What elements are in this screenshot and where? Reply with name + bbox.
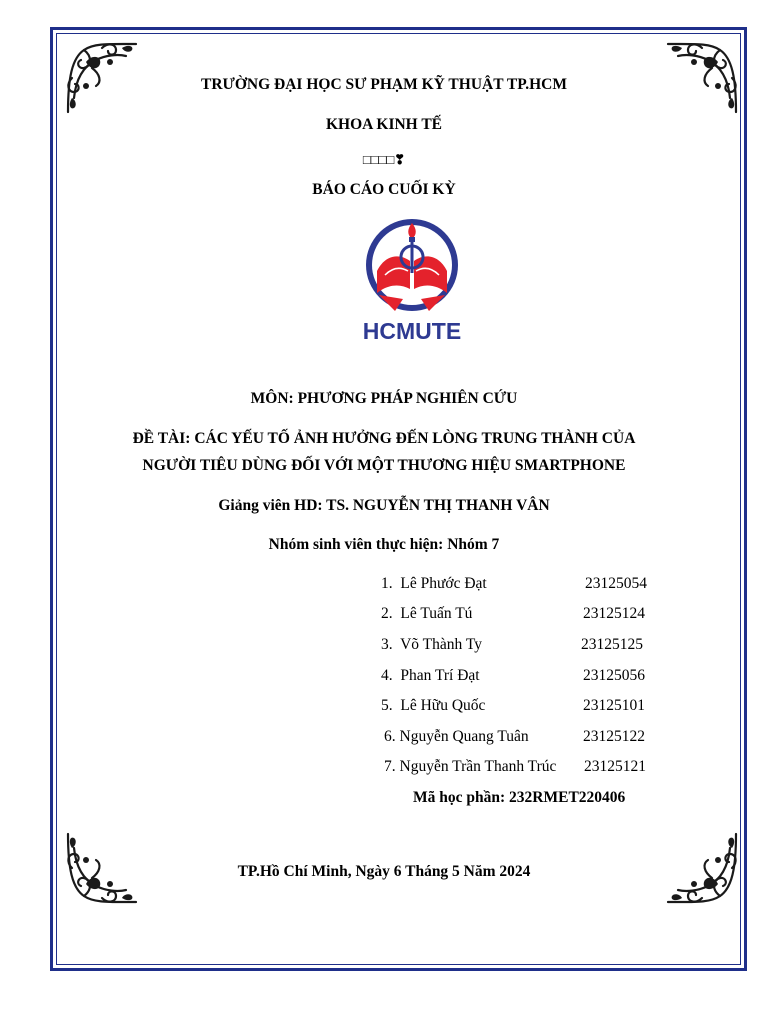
member-name: 4. Phan Trí Đạt	[381, 667, 480, 684]
member-id: 23125101	[583, 697, 645, 714]
lecturer: Giảng viên HD: TS. NGUYỄN THỊ THANH VÂN	[218, 497, 550, 514]
member-name: 2. Lê Tuấn Tú	[381, 605, 473, 622]
logo-text: HCMUTE	[362, 318, 462, 344]
member-id: 23125056	[583, 667, 645, 684]
member-id: 23125125	[581, 636, 643, 653]
ornament-glyphs: □□□□❣	[362, 152, 406, 167]
group-label: Nhóm sinh viên thực hiện: Nhóm 7	[268, 536, 500, 553]
university-name: TRƯỜNG ĐẠI HỌC SƯ PHẠM KỸ THUẬT TP.HCM	[201, 76, 567, 93]
member-name: 6. Nguyễn Quang Tuân	[384, 728, 529, 745]
faculty-name: KHOA KINH TẾ	[326, 116, 442, 133]
subject-title: MÔN: PHƯƠNG PHÁP NGHIÊN CỨU	[250, 390, 518, 407]
member-id: 23125054	[585, 575, 647, 592]
topic-line-2: NGƯỜI TIÊU DÙNG ĐỐI VỚI MỘT THƯƠNG HIỆU SMARTPHONE	[142, 457, 626, 474]
member-name: 1. Lê Phước Đạt	[381, 575, 487, 592]
place-date: TP.Hồ Chí Minh, Ngày 6 Tháng 5 Năm 2024	[237, 863, 531, 880]
member-name: 7. Nguyễn Trần Thanh Trúc	[384, 758, 557, 775]
topic-line-1: ĐỀ TÀI: CÁC YẾU TỐ ẢNH HƯỞNG ĐẾN LÒNG TRUNG THÀNH CỦA	[132, 430, 636, 447]
member-name: 5. Lê Hữu Quốc	[381, 697, 486, 714]
report-type: BÁO CÁO CUỐI KỲ	[312, 181, 456, 198]
member-name: 3. Võ Thành Ty	[381, 636, 482, 653]
member-id: 23125124	[583, 605, 645, 622]
member-id: 23125121	[584, 758, 646, 775]
course-code: Mã học phần: 232RMET220406	[413, 789, 626, 806]
member-id: 23125122	[583, 728, 645, 745]
hcmute-logo	[355, 215, 470, 345]
